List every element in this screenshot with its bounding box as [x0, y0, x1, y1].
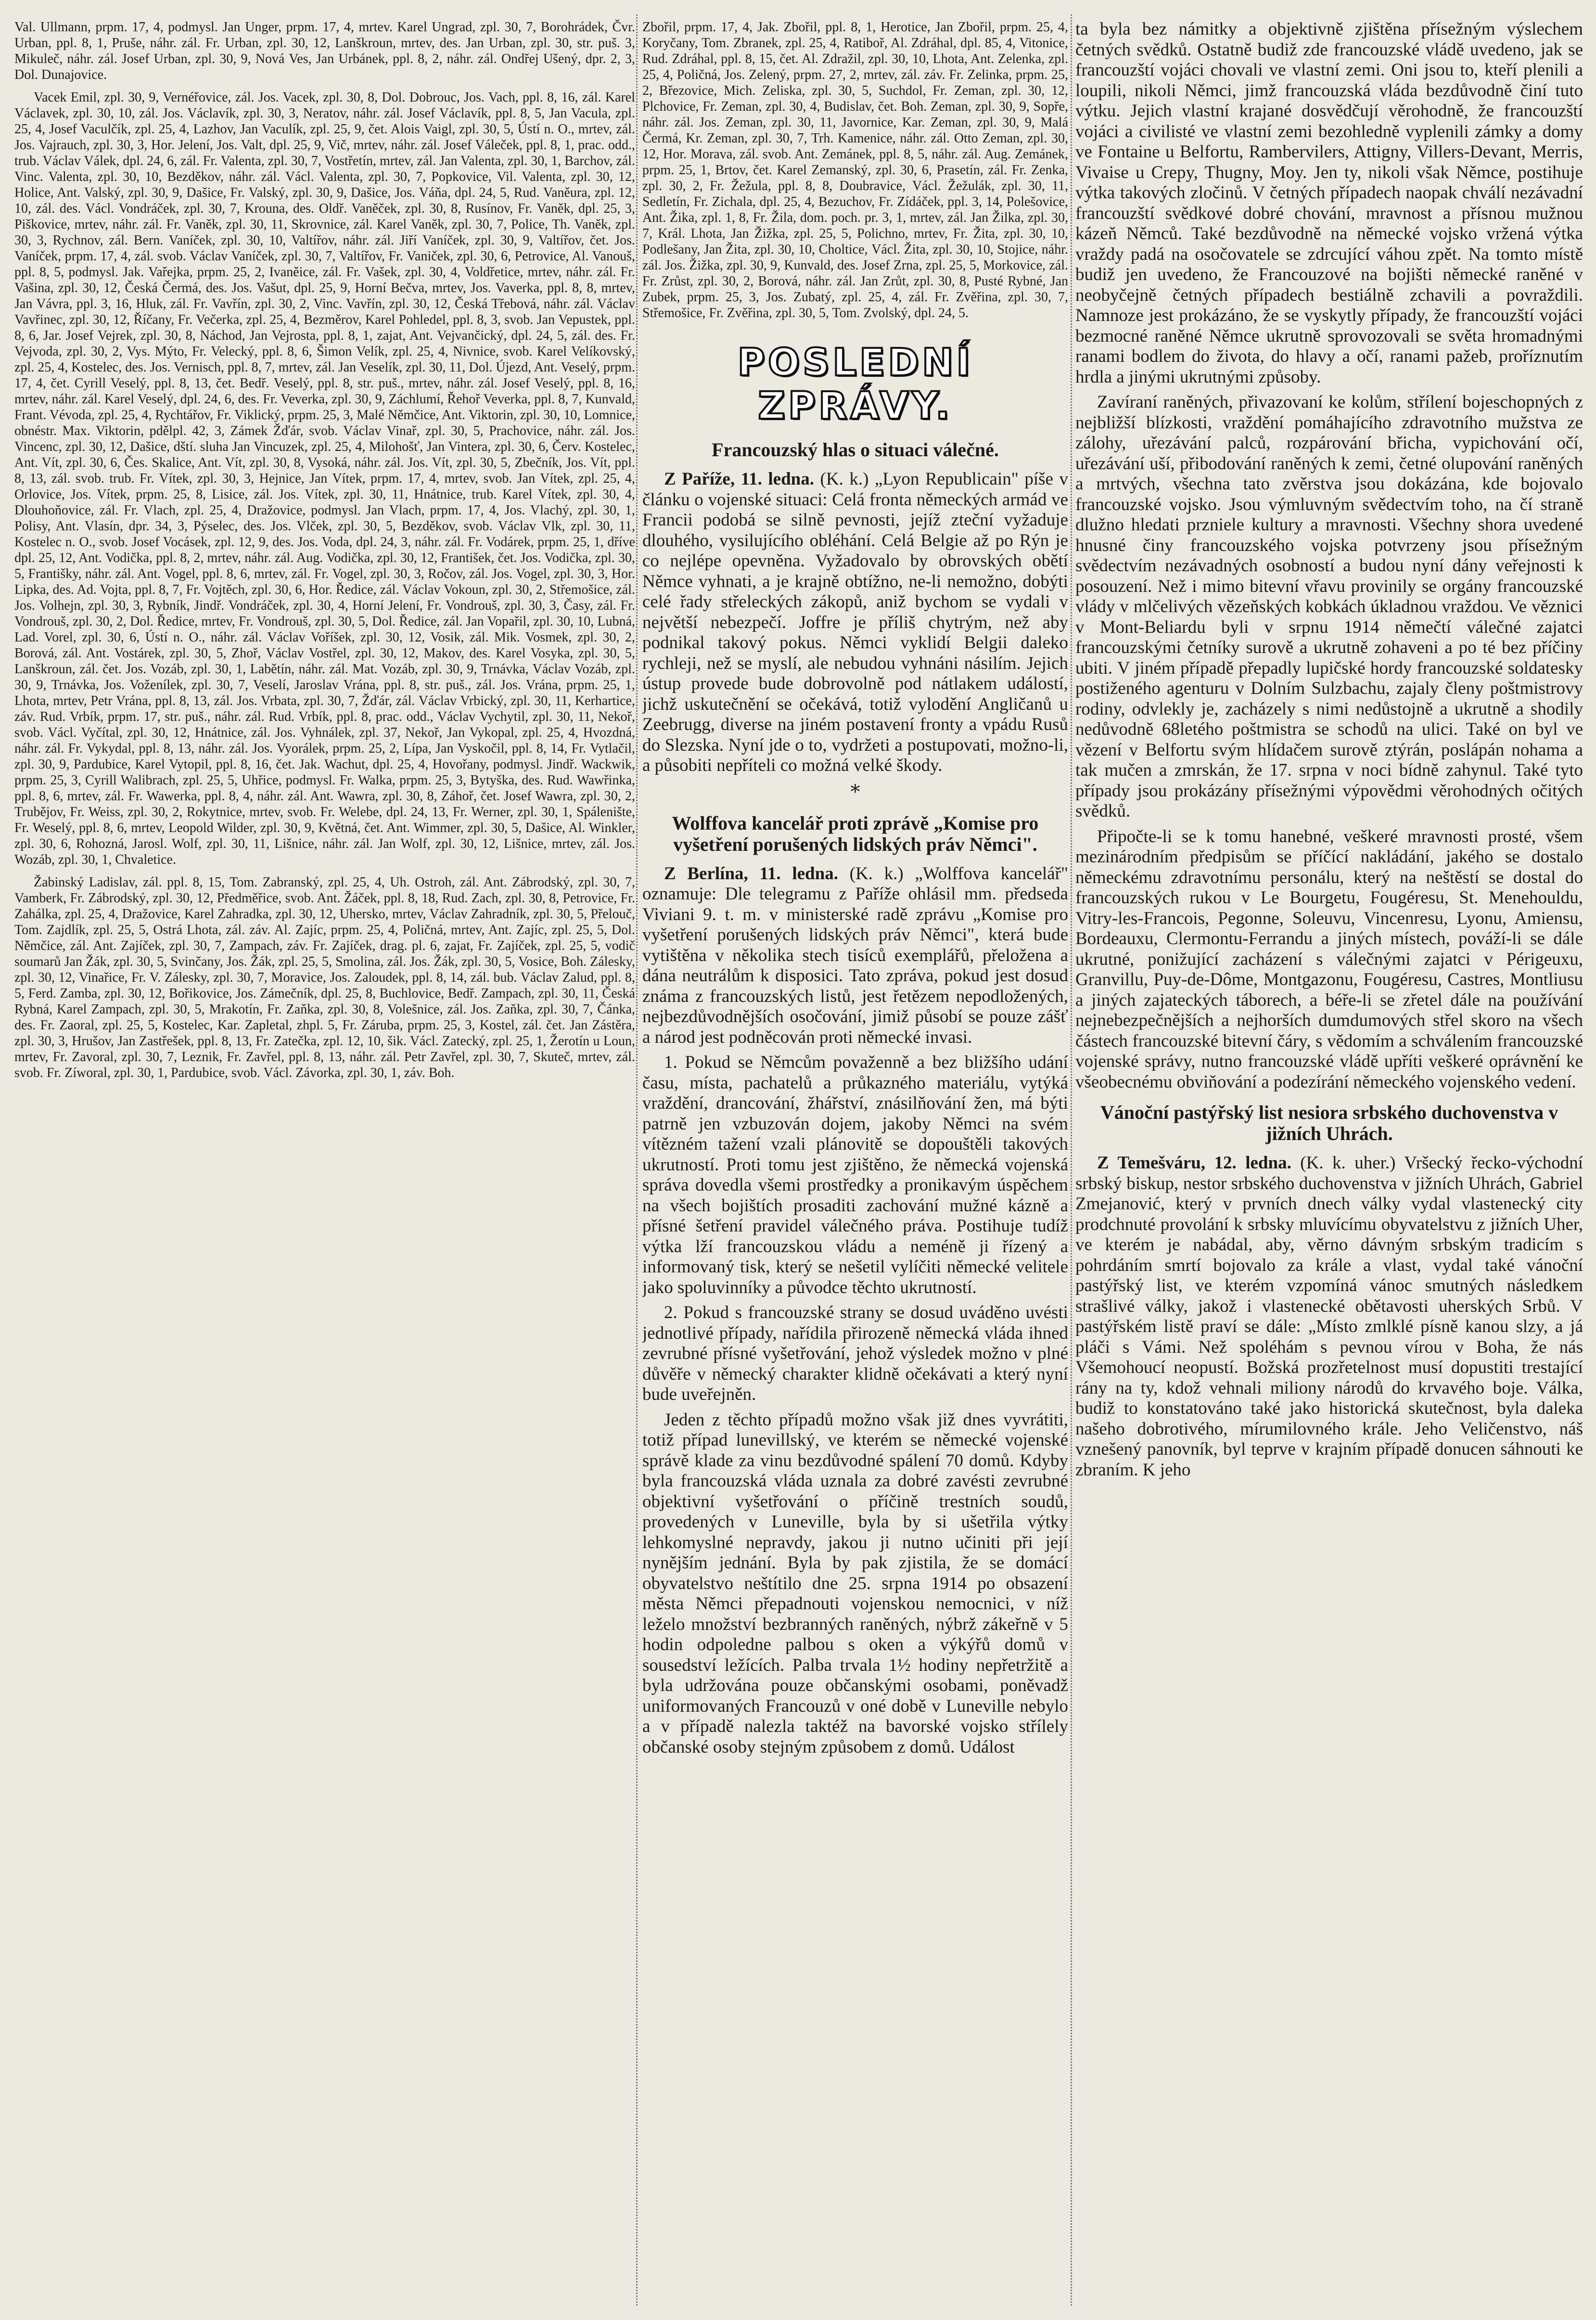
article-french-voice	[642, 439, 1068, 776]
article-paragraph: (K. k.) „Lyon Republicain" píše v článku o vojenské situaci: Celá fronta německých armád ve Francii podobá se silně pevnosti, jejíž zteční vyžaduje dlouhého, vysilujícího obléhání. Celá Belgie až po Rýn je co nejlépe opevněna. Vyžadovalo by obrovských obětí Němce vyhnati, a je krajně obtížno, ne-li nemožno, dobýti celé řady střeleckých zákopů, aniž bychom se vydali v největší nebezpečí. Joffre je příliš chytrým, než aby podnikal takový pokus. Němci vyklidí Belgii daleko rychleji, než se myslí, ale nebudou vyhnáni násilím. Jejich ústup provede bude dobrovolně pod nátlakem událostí, jichž uskutečnění se očekává, totiž vylodění Angličanů u Zeebrugg, diverse na jiném postavení fronty a vpádu Rusů do Slezska. Nyní jde o to, vydržeti a postupovati, možno-li, a působiti nepříteli co možná velké škody.	[642, 469, 1068, 775]
column-rule-1	[636, 14, 638, 2306]
column-2	[642, 19, 1068, 2306]
list-paragraph: Vacek Emil, zpl. 30, 9, Vernéřovice, zál. Jos. Vacek, zpl. 30, 8, Dol. Dobrouc, Jos. Vach, ppl. 8, 16, zál. Karel Václavek, zpl. 30, 10, zál. Jos. Václavík, zpl. 30, 3, Neratov, náhr. zál. Josef Václavík, ppl. 8, 5, Jan Vacula, zpl. 25, 4, Josef Vaculčík, zpl. 25, 4, Lazhov, Jan Vaculík, zpl. 25, 9, čet. Alois Vaigl, zpl. 30, 5, Ústí n. O., mrtev, zál. Jos. Vajrauch, zpl. 30, 3, Hor. Jelení, Jos. Valt, dpl. 25, 9, Vič, mrtev, náhr. zál. Josef Váleček, ppl. 8, 1, prac. odd., trub. Václav Válek, dpl. 24, 6, zál. Fr. Valenta, zpl. 30, 7, Vostřetín, mrtev, zál. Jan Valenta, zpl. 30, 1, Barchov, zál. Vinc. Valenta, zpl. 30, 10, Bezděkov, náhr. zál. Václ. Valenta, zpl. 30, 7, Popkovice, Vil. Valenta, zpl. 30, 12, Holice, Ant. Valský, zpl. 30, 9, Dašice, Fr. Valský, zpl. 30, 9, Dašice, Jos. Váňa, dpl. 24, 5, Rud. Vaněura, zpl. 12, 10, zál. des. Václ. Vondráček, zpl. 30, 7, Krouna, des. Oldř. Vaněček, zpl. 30, 8, Rusínov, Fr. Vaněk, dpl. 25, 3, Piškovice, mrtev, náhr. zál. Fr. Vaněk, zpl. 30, 11, Skrovnice, zál. Karel Vaněk, zpl. 30, 7, Police, Th. Vaněk, zpl. 30, 3, Rychnov, zál. Bern. Vaníček, zpl. 30, 10, Valtířov, náhr. zál. Jiří Vaníček, zpl. 30, 9, Valtířov, čet. Jos. Vaníček, prpm. 17, 4, zál. svob. Václav Vaníček, zpl. 30, 7, Valtířov, Fr. Vaniček, zpl. 30, 6, Petrovice, Al. Vanouš, ppl. 8, 5, podmysl. Jak. Vařejka, prpm. 25, 2, Ivaněice, zál. Fr. Vašek, zpl. 30, 4, Voldřetice, mrtev, náhr. zál. Fr. Vašina, zpl. 30, 12, Česká Čermá, des. Jos. Vašut, dpl. 25, 9, Horní Bečva, mrtev, Jos. Vaverka, ppl. 8, 8, mrtev, Jan Vávra, ppl. 3, 16, Hluk, zál. Fr. Vavřín, zpl. 30, 2, Vinc. Vavřín, zpl. 30, 12, Česká Třebová, náhr. zál. Václav Vavřinec, zpl. 30, 12, Říčany, Fr. Večerka, zpl. 25, 4, Bezměrov, Karel Pohledel, ppl. 8, 3, svob. Jan Vepustek, ppl. 8, 6, Jar. Josef Vejrek, zpl. 30, 8, Náchod, Jan Vejrosta, ppl. 8, 1, zajat, Ant. Vejvančický, dpl. 24, 5, zál. des. Fr. Vejvoda, zpl. 30, 2, Vys. Mýto, Fr. Velecký, ppl. 8, 6, Šimon Velík, zpl. 25, 4, Nivnice, svob. Karel Velíkovský, zpl. 25, 4, Kostelec, des. Jos. Vernisch, ppl. 8, 7, mrtev, zál. Jan Veselík, zpl. 30, 11, Dol. Újezd, Ant. Veselý, prpm. 17, 4, čet. Cyrill Veselý, ppl. 8, 13, čet. Bedř. Veselý, ppl. 8, str. puš., mrtev, náhr. zál. Josef Veselý, ppl. 8, 16, mrtev, náhr. zál. Karel Veselý, dpl. 24, 6, des. Fr. Veverka, zpl. 30, 9, Záchlumí, Řehoř Veverka, ppl. 8, 7, Kunvald, Frant. Vévoda, zpl. 25, 4, Rychtářov, Fr. Viklický, prpm. 25, 3, Malé Němčice, Ant. Viktorin, zpl. 30, 10, Lomnice, obnéstr. Max. Viktorin, pdělpl. 42, 3, Zámek Žďár, svob. Václav Vinař, zpl. 30, 5, Prachovice, náhr. zál. Jos. Vincenc, zpl. 30, 12, Dašice, dští. sluha Jan Vincuzek, zpl. 25, 4, Milohošť, Jan Vintera, zpl. 30, 6, Červ. Kostelec, Ant. Vít, zpl. 30, 6, Čes. Skalice, Ant. Vít, zpl. 30, 8, Vysoká, náhr. zál. Jos. Vít, zpl. 30, 5, Zbečník, Jos. Vít, ppl. 8, 13, zál. svob. trub. Fr. Vítek, zpl. 30, 3, Hejnice, Jan Vítek, prpm. 17, 4, mrtev, svob. Jan Vítek, zpl. 25, 4, Orlovice, Jos. Vítek, prpm. 25, 8, Lisice, zál. Jos. Vítek, zpl. 30, 11, Hnátnice, trub. Karel Vítek, zpl. 30, 4, Dlouhoňovice, zál. Fr. Vlach, zpl. 25, 4, Dražovice, podmysl. Jan Vlach, prpm. 17, 4, Jos. Vlachý, zpl. 30, 1, Polisy, Ant. Vlasín, dpr. 34, 3, Pýselec, des. Jos. Vlček, zpl. 30, 5, Bezděkov, svob. Václav Vlk, zpl. 30, 11, Kostelec n. O., svob. Josef Vocásek, zpl. 12, 9, des. Jos. Voda, dpl. 24, 3, náhr. zál. Fr. Vodárek, prpm. 25, 1, dříve dpl. 25, 12, Ant. Vodička, ppl. 8, 2, mrtev, náhr. zál. Aug. Vodička, zpl. 30, 12, František, čet. Jos. Vodička, zpl. 30, 5, Františky, náhr. zál. Ant. Vogel, ppl. 8, 6, mrtev, zál. Fr. Vogel, zpl. 30, 3, Ročov, zál. Jos. Vogel, zpl. 30, 3, Hor. Lipka, des. Ad. Vojta, ppl. 8, 7, Fr. Vojtěch, zpl. 30, 6, Hor. Ředice, zál. Václav Vokoun, zpl. 30, 2, Střemošice, zál. Jos. Volhejn, zpl. 30, 3, Rybník, Jindř. Vondráček, zpl. 30, 4, Horní Jelení, Fr. Vondrouš, zpl. 30, 3, Časy, zál. Fr. Vondrouš, zpl. 30, 2, Dol. Ředice, mrtev, Fr. Vondrouš, zpl. 30, 5, Dol. Ředice, zál. Jan Vopařil, zpl. 30, 10, Lubná, Lad. Vorel, zpl. 30, 6, Ústí n. O., náhr. zál. Václav Voříšek, zpl. 30, 12, Vosik, zál. Mik. Vosmek, zpl. 30, 2, Borová, zál. Ant. Vostárek, zpl. 30, 5, Zhoř, Václav Vostřel, zpl. 30, 12, Makov, des. Karel Vosyka, zpl. 30, 5, Lanškroun, zál. čet. Jos. Vozáb, zpl. 30, 1, Labětín, náhr. zál. Mat. Vozáb, zpl. 30, 9, Trnávka, Václav Vozáb, zpl. 30, 9, Trnávka, Jos. Voženílek, zpl. 30, 7, Veselí, Jaroslav Vrána, ppl. 8, str. puš., zál. Jos. Vrána, prpm. 25, 1, Lhota, mrtev, Petr Vrána, ppl. 8, 13, zál. Jos. Vrbata, zpl. 30, 7, Žďár, zál. Václav Vrbický, zpl. 30, 11, Kerhartice, záv. Rud. Vrbík, prpm. 17, str. puš., náhr. zál. Rud. Vrbík, ppl. 8, prac. odd., Václav Vychytil, zpl. 30, 11, Nekoř, svob. Václ. Vyčítal, zpl. 30, 12, Hnátnice, zál. Jos. Vyhnálek, zpl. 37, Nekoř, Jan Vykopal, zpl. 25, 4, Hvozdná, náhr. zál. Fr. Vykydal, ppl. 8, 13, náhr. zál. Jos. Vyorálek, prpm. 25, 2, Lípa, Jan Vyskočil, ppl. 8, 14, Fr. Vytlačil, zpl. 30, 9, Pardubice, Karel Vytopil, ppl. 8, 16, čet. Jak. Wachut, dpl. 25, 4, Hovořany, podmysl. Jindř. Wackwik, prpm. 25, 3, Cyrill Walibrach, zpl. 25, 5, Uhřice, podmysl. Fr. Walka, prpm. 25, 3, Bytyška, des. Rud. Wawřinka, ppl. 8, 6, mrtev, zál. Fr. Wawerka, ppl. 8, 4, náhr. zál. Ant. Wawra, zpl. 30, 8, Záhoř, čet. Josef Wawra, zpl. 30, 2, Trubějov, Fr. Weiss, zpl. 30, 2, Rokytnice, mrtev, svob. Fr. Welebe, dpl. 24, 13, Fr. Werner, zpl. 30, 1, Spálenište, Fr. Weselý, ppl. 8, 6, mrtev, Leopold Wilder, zpl. 30, 9, Květná, čet. Ant. Wimmer, zpl. 30, 5, Dašice, Al. Winkler, zpl. 30, 6, Rohozná, Jarosl. Wolf, zpl. 30, 11, Lišnice, náhr. zál. Jan Wolf, zpl. 30, 12, Lišnice, mrtev, zál. Jos. Wozáb, zpl. 30, 1, Chvaletice.	[14, 90, 635, 867]
article-pastoral-letter	[1075, 1102, 1583, 1480]
article-separator: *	[850, 781, 860, 803]
article-title: Vánoční pastýřský list nesiora srbského duchovenstva v jižních Uhrách.	[1100, 1102, 1558, 1144]
column-3	[1075, 19, 1583, 2306]
article-title: Wolffova kancelář proti zprávě „Komise pro vyšetření porušených lidských práv Němci".	[672, 812, 1039, 855]
column-1-casualty-list	[14, 19, 635, 2306]
article-paragraph: Jeden z těchto případů možno však již dnes vyvrátiti, totiž případ lunevillský, ve kterém se německé vojenské správě klade za vinu bezdůvodné spálení 70 domů. Kdyby byla francouzská vláda uznala za dobré zavésti zevrubné objektivní vyšetřování o příčině trestních soudů, provedených v Luneville, byla by si ušetřila výtky lehkomyslné nepravdy, jakou ji nutno učiniti při její nynějším jednání. Byla by pak zjistila, že se domácí obyvatelstvo neštítilo dne 25. srpna 1914 po obsazení města Němci přepadnouti vojenskou nemocnici, v níž leželo množství bezbranných raněných, nýbrž zákeřně v 5 hodin odpoledne palbou s oken a výkýřů domů v sousedství ležících. Palba trvala 1½ hodiny nepřetržitě a byla udržována pouze občanskými osobami, poněvadž uniformovaných Francouzů v oné době v Luneville nebylo a v případě nalezla taktéž na bavorské vojsko střílely občanské osoby stejným způsobem z domů. Událost	[642, 1410, 1068, 1757]
article-paragraph: Připočte-li se k tomu hanebné, veškeré mravnosti prosté, všem mezinárodním předpisům se příčící nakládání, jakého se dostalo německému zdravotnímu personálu, který na neštěstí se dostal do francouzských rukou v Le Bourgetu, Fougéresu, St. Menehouldu, Vitry-les-Francois, Pegonne, Soleuvu, Vincenresu, Lyonu, Amiensu, Bordeauxu, Clermontu-Ferrandu a jiných místech, pováží-li se dále ukrutné, ponižující zacházení s válečnými zajatci v Périgeuxu, Granvillu, Puy-de-Dôme, Montgazonu, Fougéresu, Castres, Montliusu a jiných zajateckých táborech, a béře-li se zřetel dále na používání nejnebezpečnějších a nejhorších dumdumových střel skoro na všech částech francouzské bitevní čáry, s vědomím a schválením francouzské vojenské správy, nutno francouzské vládě upříti veškeré oprávnění ke všeobecnému obviňování a podezírání německého vojenského vedení.	[1075, 826, 1583, 1092]
section-banner: POSLEDNÍ ZPRÁVY.	[737, 341, 973, 428]
article-paragraph: Zavíraní raněných, přivazovaní ke kolům, střílení bojeschopných z nejbližší blízkosti, vraždění pomáhajícího zdravotního mužstva ze zálohy, uřezávání palců, rozpárování břicha, vypichování očí, uřezávání uší, přibodování raněných k zemi, četné olupování raněných a mrtvých, všechna tato zvěrstva jsou dokázána, kde bojovalo francouzské vojsko. Jsou výmluvným svědectvím toho, na čí straně dlužno hledati przniele kultury a mravnosti. Všechny shora uvedené hnusné činy francouzského vojska potvrzeny jsou přísežným svědectvím nezávadných osobností a budou nyní dány veřejnosti k posouzení. Než i mimo bitevní vřavu provinily se orgány francouzské vlády v mlčelivých vězeňských kobkách úkladnou vraždou. Ve věznici v Mont-Beliardu byli v srpnu 1914 němečtí válečné zajatci francouzskými četníky surově a ukrutně zohaveni a po té bez příčiny ubiti. V jiném případě přepadly lupičské hordy francouzské soldatesky postiženého agenturu v Dolním Sulzbachu, zajaly členy poštmistrovy rodiny, odvlekly je, zacházely s nimi nedůstojně a ukrutně a shodily nedůvodně 68letého poštmistra se schodů na ulici. Také on byl ve vězení v Belfortu svým hlídačem surově ztýrán, poslápán nohama a tak mučen a zmrskán, že 17. srpna v noci bídně zahynul. Také tyto případy jsou prokázány přísežnými výpovědmi věrohodných očitých svědků.	[1075, 392, 1583, 821]
list-paragraph: Zbořil, prpm. 17, 4, Jak. Zbořil, ppl. 8, 1, Herotice, Jan Zbořil, prpm. 25, 4, Koryčany, Tom. Zbranek, zpl. 25, 4, Ratiboř, Al. Zdráhal, dpl. 85, 4, Vitonice, Rud. Zdráhal, ppl. 8, 15, čet. Al. Zdražil, zpl. 30, 10, Lhota, Ant. Zelenka, zpl. 25, 4, Poličná, Jos. Zelený, prpm. 27, 2, mrtev, zál. záv. Fr. Zelinka, prpm. 25, 2, Březovice, Mich. Zeliska, zpl. 30, 5, Suchdol, Fr. Zeman, zpl. 30, 12, Plchovice, Fr. Zeman, zpl. 30, 4, Budislav, čet. Boh. Zeman, zpl. 30, 9, Sopře, náhr. zál. Jos. Zeman, zpl. 30, 11, Javornice, Kar. Zeman, zpl. 30, 9, Malá Čermá, Kr. Zeman, zpl. 30, 7, Trh. Kamenice, náhr. zál. Otto Zeman, zpl. 30, 12, Hor. Morava, zál. svob. Ant. Zemánek, ppl. 8, 5, náhr. zál. Aug. Zemánek, prpm. 25, 1, Brtov, čet. Karel Zemanský, zpl. 30, 6, Prasetín, zál. Fr. Zenka, zpl. 30, 2, Fr. Žežula, ppl. 8, 8, Doubravice, Václ. Žežulák, zpl. 30, 11, Sedletín, Fr. Zichala, dpl. 25, 4, Bezuchov, Fr. Zídáček, ppl. 3, 14, Polešovice, Ant. Žika, zpl. 1, 8, Fr. Žila, dom. poch. pr. 3, 1, mrtev, zál. Jan Žilka, zpl. 30, 7, Král. Lhota, Jan Žižka, zpl. 25, 5, Polichno, mrtev, Fr. Žita, zpl. 30, 10, Podlešany, Jan Žita, zpl. 30, 10, Cholticе, Václ. Žita, zpl. 30, 10, Stojice, náhr. zál. Jos. Žižka, zpl. 30, 9, Kunvald, des. Josef Zrna, zpl. 25, 5, Morkovice, zál. Fr. Zrůst, zpl. 30, 2, Borová, náhr. zál. Jan Zrůt, zpl. 30, 8, Pusté Rybné, Jan Zubek, prpm. 25, 3, Jos. Zubatý, zpl. 25, 4, zál. Fr. Zvěřina, zpl. 30, 7, Střemošice, Fr. Zvěřina, zpl. 30, 5, Tom. Zvolský, dpl. 24, 5.	[642, 20, 1068, 320]
list-paragraph: Žabinský Ladislav, zál. ppl. 8, 15, Tom. Zabranský, zpl. 25, 4, Uh. Ostroh, zál. Ant. Zábrodský, zpl. 30, 7, Vamberk, Fr. Zábrodský, zpl. 30, 12, Předměřice, svob. Ant. Žáček, ppl. 8, 18, Rud. Zach, zpl. 30, 8, Petrovice, Fr. Zahálka, zpl. 25, 4, Dražovice, Karel Zahradka, zpl. 30, 12, Uhersko, mrtev, Václav Zahradník, zpl. 30, 5, Přelouč, Tom. Zajdlík, zpl. 25, 5, Ostrá Lhota, zál. záv. Al. Zajíc, prpm. 25, 4, Poličná, mrtev, Ant. Zajíc, zpl. 25, 5, Dol. Němčice, zál. Ant. Zajíček, zpl. 30, 7, Zampach, záv. Fr. Zajíček, drag. pl. 6, zajat, Fr. Zajíček, zpl. 25, 5, vodič soumarů Jan Žák, zpl. 30, 5, Svinčany, Jos. Žák, zpl. 25, 5, Smolina, zál. Jos. Žák, zpl. 30, 5, Vosice, Boh. Zálesky, zpl. 30, 12, Vinařice, Fr. V. Zálesky, zpl. 30, 7, Moravice, Jos. Zaloudek, ppl. 8, 14, zál. bub. Václav Zalud, ppl. 8, 5, Ferd. Zamba, zpl. 30, 12, Bořikovice, Jos. Zámečník, dpl. 25, 8, Buchlovice, Bedř. Zampach, zpl. 30, 11, Česká Rybná, Karel Zampach, zpl. 30, 5, Mrakotín, Fr. Zaňka, zpl. 30, 8, Volešnice, zál. Jos. Zaňka, zpl. 30, 7, Čánka, des. Fr. Zaoral, zpl. 25, 5, Kostelec, Kar. Zapletal, zhpl. 5, Fr. Záruba, prpm. 25, 3, Kostel, zál. čet. Jan Zástěra, zpl. 30, 3, Hrušov, Jan Zastřešek, ppl. 8, 13, Fr. Zatečka, zpl. 12, 10, šik. Václ. Zatecký, zpl. 25, 1, Žerotín u Loun, mrtev, Fr. Zavoral, zpl. 30, 7, Leznik, Fr. Zavřel, ppl. 8, 13, náhr. zál. Petr Zavřel, zpl. 30, 7, Skuteč, mrtev, zál. svob. Fr. Zíworal, zpl. 30, 1, Pardubice, svob. Václ. Závorka, zpl. 30, 1, záv. Boh.	[14, 875, 635, 1080]
article-paragraph: ta byla bez námitky a objektivně zjištěna přísežným výslechem četných svědků. Ostatně budiž zde francouzské vládě uvedeno, jak se francouzští vojáci chovali ve vlastní zemi. Oni jsou to, kteří plenili a loupili, nikoli Němci, jimž francouzská vláda bezdůvodně činí tuto výtku. Jejich vlastní krajané dosvědčují věrohodně, že francouzští vojáci a civilisté ve vlastní zemi bezohledně vyplenili zámky a domy ve Fontaine u Belfortu, Rambervilers, Attigny, Villers-Devant, Merris, Vivaise u Crepy, Thugny, Moy. Jen ty, nikoli však Němce, postihuje výtka takových zločinů. V četných případech naopak chválí nezávadní francouzští svědkové dobré chování, mravnost a přísnou mužnou kázeň Němců. Také bezdůvodně na německé vojsko vržená výtka vraždy padá na osočovatele se zdrcující váhou zpět. Na tomto místě budiž jen uvedeno, že Francouzové na bojišti německé raněné v neobyčejně četných případech bestiálně zchavili a povraždili. Namnoze jest prokázáno, že se vyskytly případy, že francouzští vojáci bezmocné raněné Němce ukrutně sprovozovali se světa hromadnými ranami bodlem do života, do hlavy a očí, ranami pažeb, proříznutím hrdla a jinými ukrutnými způsoby.	[1075, 19, 1583, 387]
article-wolff-bureau	[642, 813, 1068, 1758]
article-dateline: Z Paříže, 11. ledna.	[664, 469, 814, 489]
article-paragraph: 1. Pokud se Němcům považenně a bez bližšího udání času, místa, pachatelů a průkazného materiálu, vytýká vraždění, drancování, žhářství, znásilňování žen, má býti patrně jen vzbuzován dojem, jakoby Němci na svém vítězném tažení vzali plánovitě se dopouštěli takových ukrutností. Proti tomu jest zjištěno, že německá vojenská správa dovedla všemi prostředky a pronikavým úspěchem na všech bojištích prosaditi zachování mužné kázně a přísné šetření pravidel válečného práva. Postihuje tudíž výtka lží francouzskou vládu a neméně ji řízený a informovaný tisk, který se nešetil vylíčiti německé velitele jako spoluvinníky a původce těchto ukrutností.	[642, 1052, 1068, 1297]
article-paragraph: 2. Pokud s francouzské strany se dosud uváděno uvésti jednotlivé případy, nařídila přirozeně německá vláda ihned zevrubné přísné vyšetřování, jehož výsledek možno v plné důvěře v německý charakter klidně očekávati a který nyní bude uveřejněn.	[642, 1303, 1068, 1404]
list-paragraph: Val. Ullmann, prpm. 17, 4, podmysl. Jan Unger, prpm. 17, 4, mrtev. Karel Ungrad, zpl. 30, 7, Borohrádek, Čvr. Urban, ppl. 8, 1, Pruše, náhr. zál. Fr. Urban, zpl. 30, 12, Lanškroun, mrtev, des. Jan Urban, zpl. 30, str. puš. 3, Mikuleč, náhr. zál. Josef Urban, zpl. 30, 9, Nová Ves, Jan Urbánek, ppl. 8, 2, náhr. zál. Ondřej Ušený, dpr. 2, 3, Dol. Dunajovice.	[14, 20, 635, 82]
article-paragraph: (K. k. uher.) Vršecký řecko-východní srbský biskup, nestor srbského duchovenstva v jižních Uhrách, Gabriel Zmejanović, který v prvních dnech války vydal vlastenecký city prodchnuté provolání k srbsky mluvícímu obyvatelstvu z jižních Uher, ve kterém je nabádal, aby, věrno dávným srbským tradicím s pohrdáním smrtí bojovalo za krále a vlast, vydal také vánoční pastýřský list, ve kterém vzpomíná vánoc smutných následkem strašlivé války, jakož i vlastenecké obětavosti uherských Srbů. V pastýřském listě praví se dále: „Místo zmlklé písně kanou slzy, a já pláči s Vámi. Než spoléhám s pevnou vírou v Boha, že nás Všemohoucí neopustí. Božská prozřetelnost musí dopustiti trestající rány na ty, kdož vehnali miliony národů do krvavého boje. Válka, budiž to konstatováno také jako historická skutečnost, byla daleka našeho dobrotivého, mírumilovného krále. Jeho Veličenstvo, náš vznešený panovník, byl teprve v krajním případě donucen sáhnouti ke zbraním. K jeho	[1075, 1153, 1583, 1480]
column-rule-2	[1071, 14, 1072, 2306]
article-dateline: Z Temešváru, 12. ledna.	[1097, 1153, 1291, 1173]
article-dateline: Z Berlína, 11. ledna.	[664, 863, 838, 884]
article-paragraph: (K. k.) „Wolffova kancelář" oznamuje: Dle telegramu z Paříže ohlásil mm. předseda Viviani 9. t. m. v ministerské radě zprávu „Komise pro vyšetření porušených lidských práv Němci", která bude vytištěna v několika stech tisíců exemplářů, přeložena a dána neutrálům k disposici. Tato zpráva, pokud jest dosud známa z francouzských listů, jest řetězem nepodložených, nejbezdůvodnějších osočování, jimiž působí se pouze zášť a národ jest podněcován proti německé invasi.	[642, 863, 1068, 1047]
article-title: Francouzský hlas o situaci válečné.	[712, 439, 999, 461]
